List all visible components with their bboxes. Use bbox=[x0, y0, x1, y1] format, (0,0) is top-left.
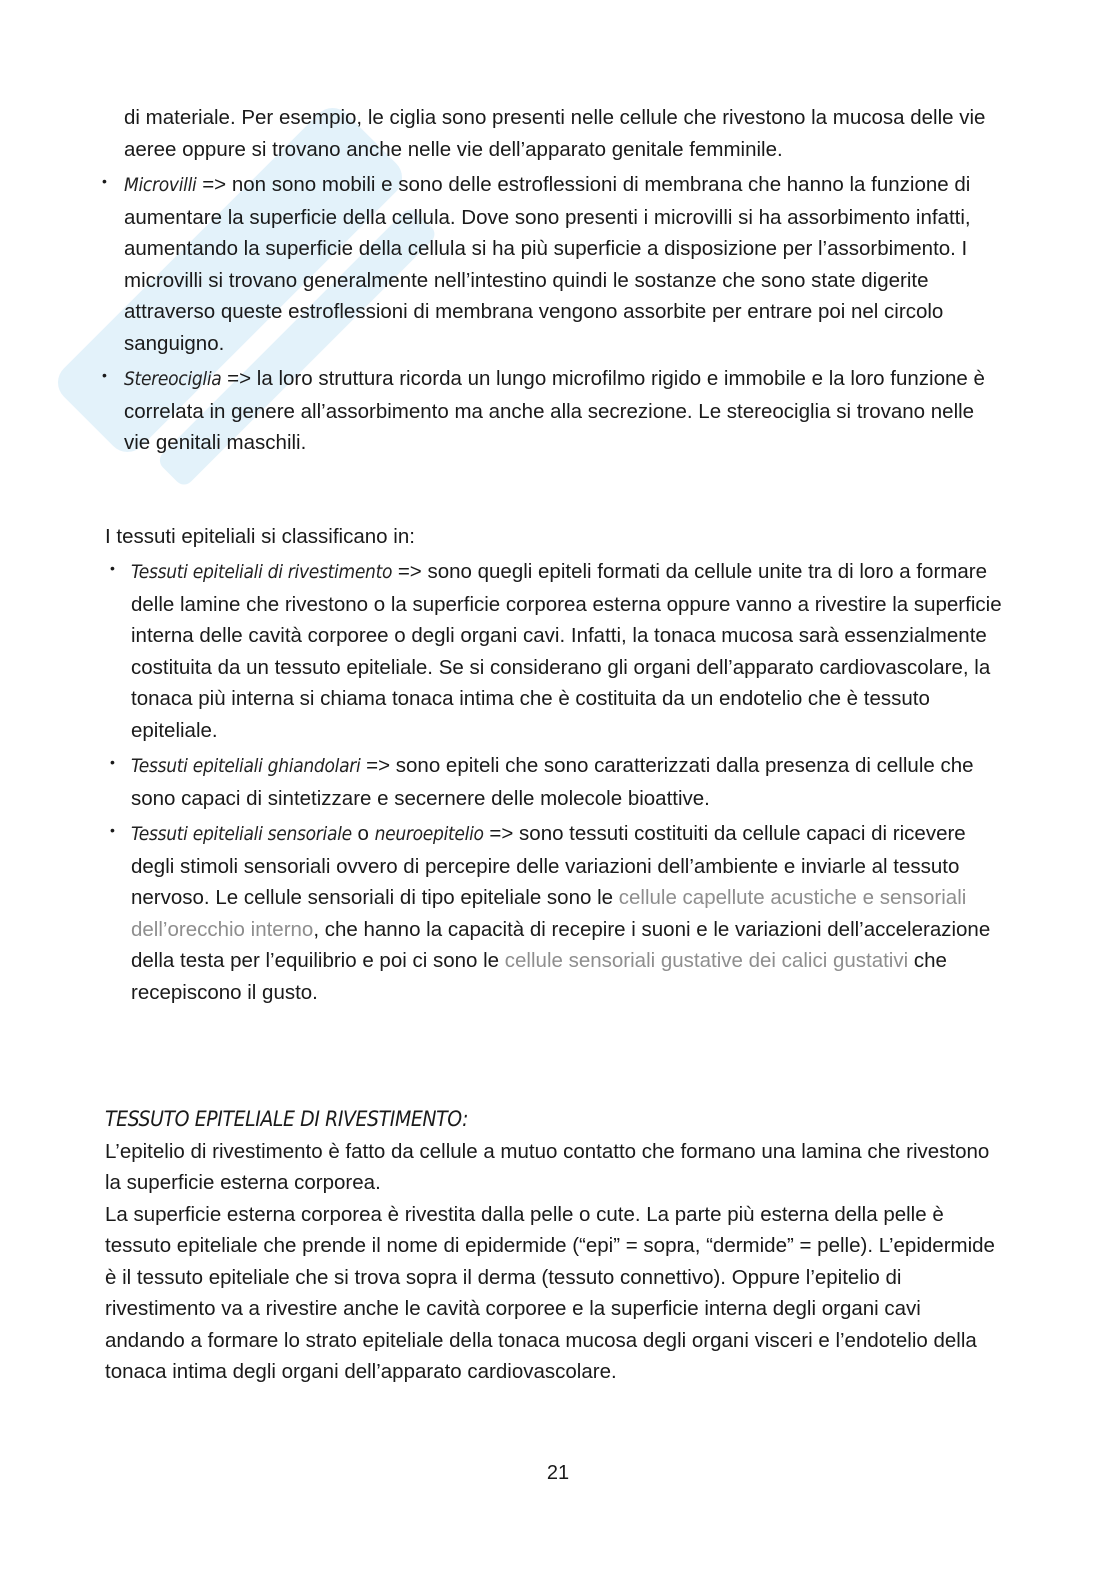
term-stereociglia: Stereociglia bbox=[124, 368, 222, 390]
bullet: • bbox=[110, 822, 115, 838]
classification-intro: I tessuti epiteliali si classificano in: bbox=[105, 524, 415, 548]
section-paragraph-2: La superficie esterna corporea è rivestita dalla pelle o cute. La parte più esterna della pelle è tessuto epiteliale che prende il nome di epidermide (“epi” = sopra, “dermide” = pelle). L’epidermide è il tessuto epiteliale che si trova sopra il derma (tessuto connettivo). Oppure l’epitelio di rivestimento va a rivestire anche le cavità corporee e la superficie interna degli organi cavi andando a formare lo strato epiteliale della tonaca mucosa degli organi visceri e l’endotelio della tonaca intima degli organi dell’apparato cardiovascolare. bbox=[105, 1202, 995, 1383]
term-rivestimento: Tessuti epiteliali di rivestimento bbox=[131, 561, 393, 583]
list-item-sensoriale bbox=[105, 818, 1005, 1008]
list-item-text: => non sono mobili e sono delle estroflessioni di membrana che hanno la funzione di aumentare la superficie della cellula. Dove sono presenti i microvilli si ha assorbimento infatti, aumentando la superficie della cellula si ha più superficie a disposizione per l’assorbimento. I microvilli si trovano generalmente nell’intestino quindi le sostanze che sono state digerite attraverso queste estroflessioni di membrana vengono assorbite per entrare poi nel circolo sanguigno. bbox=[124, 173, 971, 355]
list-item-ghiandolari bbox=[105, 750, 1005, 814]
section-paragraph-1: L’epitelio di rivestimento è fatto da cellule a mutuo contatto che formano una lamina che rivestono la superficie esterna corporea. bbox=[105, 1139, 990, 1194]
continuation-paragraph: di materiale. Per esempio, le ciglia sono presenti nelle cellule che rivestono la mucosa delle vie aeree oppure si trovano anche nelle vie dell’apparato genitale femminile. bbox=[124, 106, 986, 161]
list-item-text: => la loro struttura ricorda un lungo microfilmo rigido e immobile e la loro funzione è correlata in genere all’assorbimento ma anche alla secrezione. Le stereociglia si trovano nelle vie genitali maschili. bbox=[124, 367, 985, 454]
term-microvilli: Microvilli bbox=[124, 174, 197, 196]
appendage-list bbox=[102, 169, 1005, 459]
bullet: • bbox=[102, 367, 107, 383]
bullet: • bbox=[110, 560, 115, 576]
highlight-acustiche: cellule capellute acustiche e sensoriali dell’orecchio interno bbox=[131, 886, 967, 941]
list-item-stereociglia bbox=[102, 363, 1005, 459]
highlight-gustative: cellule sensoriali gustative dei calici gustativi bbox=[504, 949, 909, 972]
bullet: • bbox=[110, 754, 115, 770]
list-item-text: che recepiscono il gusto. bbox=[131, 949, 947, 1004]
list-item-rivestimento bbox=[105, 556, 1005, 746]
list-item-text: => sono quegli epiteli formati da cellule unite tra di loro a formare delle lamine che rivestono o la superficie corporea esterna oppure vanno a rivestire la superficie interna delle cavità corporee o degli organi cavi. Infatti, la tonaca mucosa sarà essenzialmente costituita da un tessuto epiteliale. Se si considerano gli organi dell’apparato cardiovascolare, la tonaca più interna si chiama tonaca intima che è costituita da un endotelio che è tessuto epiteliale. bbox=[131, 560, 1002, 742]
term-sensoriale: Tessuti epiteliali sensoriale bbox=[131, 823, 352, 845]
section-heading: TESSUTO EPITELIALE DI RIVESTIMENTO: bbox=[105, 1107, 469, 1131]
list-item-text: => sono tessuti costituiti da cellule capaci di ricevere degli stimoli sensoriali ovvero di percepire delle variazioni dell’ambiente e inviarle al tessuto nervoso. Le cellule sensoriali di tipo epiteliale sono le bbox=[131, 822, 966, 909]
term-neuroepitelio: neuroepitelio bbox=[374, 823, 484, 845]
connector-text: o bbox=[351, 822, 375, 845]
list-item-microvilli bbox=[102, 169, 1005, 359]
term-ghiandolari: Tessuti epiteliali ghiandolari bbox=[131, 755, 361, 777]
bullet: • bbox=[102, 173, 107, 189]
page-number: 21 bbox=[546, 1462, 570, 1484]
list-item-text: => sono epiteli che sono caratterizzati dalla presenza di cellule che sono capaci di sintetizzare e secernere delle molecole bioattive. bbox=[131, 754, 974, 810]
page-content bbox=[102, 102, 1005, 1388]
list-item-text: , che hanno la capacità di recepire i suoni e le variazioni dell’accelerazione della testa per l’equilibrio e poi ci sono le bbox=[131, 917, 991, 972]
classification-list bbox=[105, 556, 1005, 1008]
